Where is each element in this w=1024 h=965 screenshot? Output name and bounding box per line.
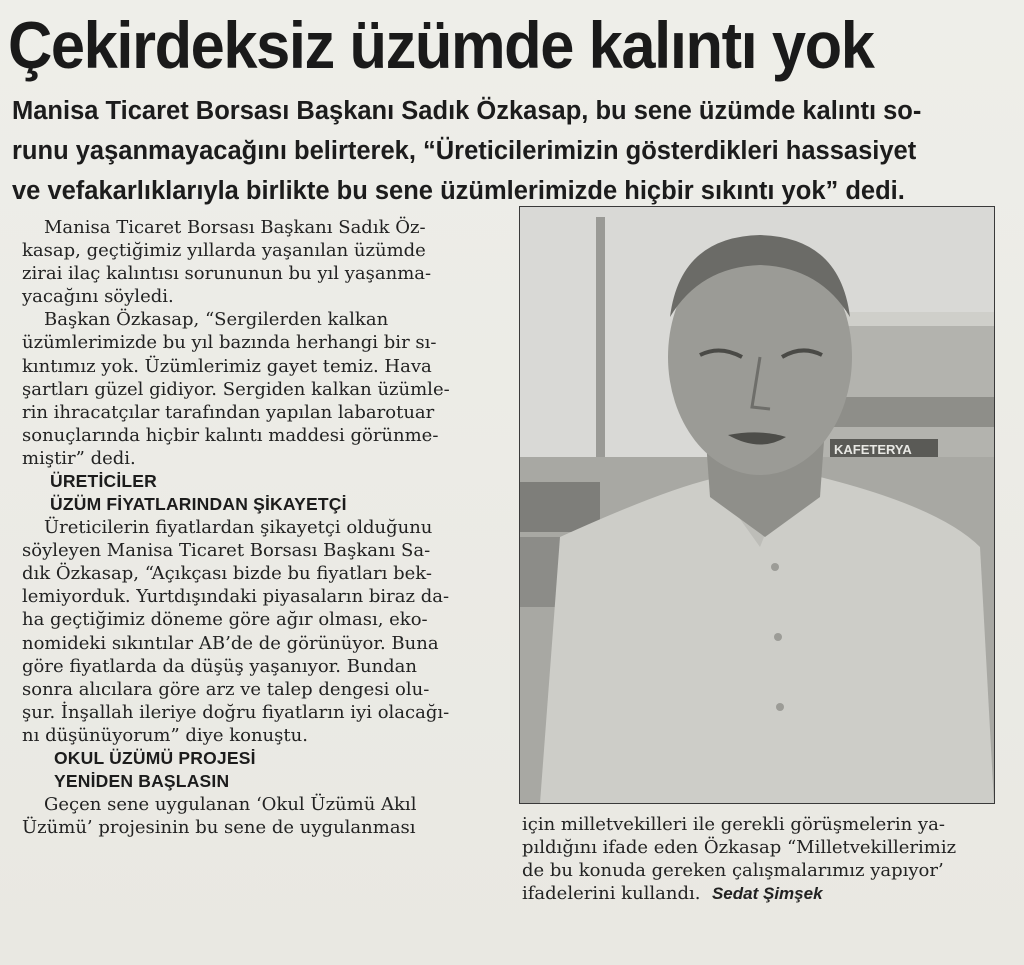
body-line: ha geçtiğimiz döneme göre ağır olması, eko-: [22, 609, 428, 631]
body-line: için milletvekilleri ile gerekli görüşmelerin ya-: [522, 814, 945, 835]
body-line: Geçen sene uygulanan ‘Okul Üzümü Akıl: [44, 793, 417, 815]
body-line: Başkan Özkasap, “Sergilerden kalkan: [44, 309, 389, 331]
body-line: miştir” dedi.: [22, 447, 136, 469]
body-line: rin ihracatçılar tarafından yapılan labarotuar: [22, 401, 435, 423]
body-line: Üzümü’ projesinin bu sene de uygulanması: [22, 817, 416, 839]
shirt-button: [776, 703, 784, 711]
lead-line: Manisa Ticaret Borsası Başkanı Sadık Özkasap, bu sene üzümde kalıntı so-: [12, 97, 922, 125]
subheading-line: ÜZÜM FİYATLARINDAN ŞİKAYETÇİ: [50, 494, 347, 515]
lead-paragraph: [12, 91, 1012, 211]
shirt-button: [771, 563, 779, 571]
body-line: yacağını söyledi.: [22, 286, 174, 308]
body-line: kıntımız yok. Üzümlerimiz gayet temiz. Hava: [22, 355, 432, 377]
body-line: sonuçlarında hiçbir kalıntı maddesi görünme-: [22, 424, 439, 446]
lead-line: runu yaşanmayacağını belirterek, “Üreticilerimizin gösterdikleri hassasiyet: [12, 137, 917, 165]
body-line: pıldığını ifade eden Özkasap “Milletvekillerimiz: [522, 837, 957, 859]
body-line: Üreticilerin fiyatlardan şikayetçi olduğunu: [44, 517, 433, 539]
body-line: [522, 882, 1002, 905]
subheading-line: YENİDEN BAŞLASIN: [54, 770, 230, 791]
body-line: söyleyen Manisa Ticaret Borsası Başkanı Sa-: [22, 540, 431, 562]
subheading-line: OKUL ÜZÜMÜ PROJESİ: [54, 747, 256, 768]
body-line: lemiyorduk. Yurtdışındaki piyasaların biraz da-: [22, 586, 450, 608]
body-line: sonra alıcılara göre arz ve talep dengesi olu-: [22, 678, 430, 700]
building-balcony: [820, 397, 994, 427]
body-line: de bu konuda gereken çalışmalarımız yapıyor’: [522, 860, 944, 882]
body-line: Manisa Ticaret Borsası Başkanı Sadık Öz-: [44, 217, 426, 238]
portrait-illustration: [520, 207, 994, 803]
subheading-line: ÜRETİCİLER: [50, 471, 157, 492]
lead-line: ve vefakarlıklarıyla birlikte bu sene üzümlerimizde hiçbir sıkıntı yok” dedi.: [12, 177, 905, 205]
headline: Çekirdeksiz üzümde kalıntı yok: [8, 8, 874, 82]
article-photo: [519, 206, 995, 804]
shirt-button: [774, 633, 782, 641]
body-line: nomideki sıkıntılar AB’de de görünüyor. Buna: [22, 632, 439, 654]
body-line: dık Özkasap, “Açıkçası bizde bu fiyatları bek-: [22, 563, 432, 585]
left-column: [22, 216, 492, 839]
body-line: üzümlerimizde bu yıl bazında herhangi bir sı-: [22, 332, 437, 354]
body-line: kasap, geçtiğimiz yıllarda yaşanılan üzümde: [22, 240, 426, 262]
byline: Sedat Şimşek: [711, 884, 823, 904]
body-line: nı düşünüyorum” diye konuştu.: [22, 724, 308, 746]
cafe-sign-text: KAFETERYA: [834, 442, 912, 457]
body-line: şartları güzel gidiyor. Sergiden kalkan üzümle-: [22, 378, 450, 400]
body-line-text: ifadelerini kullandı.: [522, 883, 701, 905]
body-line: göre fiyatlarda da düşüş yaşanıyor. Bundan: [22, 655, 417, 677]
right-column-text: [522, 813, 1002, 905]
body-line: zirai ilaç kalıntısı sorununun bu yıl yaşanma-: [22, 263, 432, 285]
body-line: şur. İnşallah ileriye doğru fiyatların iyi olacağı-: [22, 701, 450, 723]
